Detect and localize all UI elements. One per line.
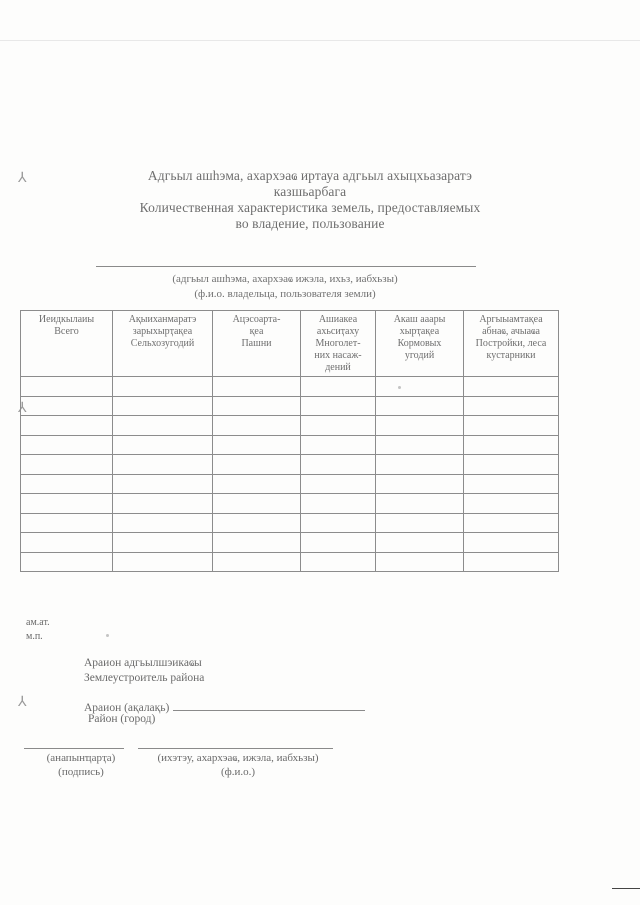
scan-speck xyxy=(106,634,109,637)
table-cell[interactable] xyxy=(113,533,213,553)
signature-caption-russian: (подпись) xyxy=(58,765,104,778)
column-header xyxy=(213,311,301,377)
district-label-abkhaz: Араион (ақалақь) xyxy=(84,702,170,714)
name-caption-russian: (ф.и.о.) xyxy=(220,765,256,778)
table-cell[interactable] xyxy=(21,513,113,533)
table-cell[interactable] xyxy=(21,494,113,514)
column-header xyxy=(464,311,559,377)
table-cell[interactable] xyxy=(376,494,464,514)
column-header xyxy=(376,311,464,377)
column-header-line: Акаш ааары xyxy=(393,314,446,325)
table-cell[interactable] xyxy=(376,474,464,494)
table-row xyxy=(21,455,559,475)
table-cell[interactable] xyxy=(376,552,464,572)
table-cell[interactable] xyxy=(376,435,464,455)
table-cell[interactable] xyxy=(21,396,113,416)
table-cell[interactable] xyxy=(301,396,376,416)
table-row xyxy=(21,474,559,494)
table-cell[interactable] xyxy=(376,513,464,533)
table-cell[interactable] xyxy=(113,416,213,436)
column-header-line: Аргыыамтақеа xyxy=(479,314,543,325)
table-row xyxy=(21,416,559,436)
title-line-russian-1: Количественная характеристика земель, предоставляемых xyxy=(139,200,481,215)
table-cell[interactable] xyxy=(213,533,301,553)
column-header xyxy=(113,311,213,377)
table-cell[interactable] xyxy=(464,416,559,436)
table-header-row xyxy=(21,311,559,377)
table-cell[interactable] xyxy=(21,474,113,494)
signature-caption xyxy=(26,752,136,779)
table-row xyxy=(21,377,559,397)
table-cell[interactable] xyxy=(213,435,301,455)
table-cell[interactable] xyxy=(464,533,559,553)
column-header-line: кустарники xyxy=(486,350,536,361)
surveyor-label-russian: Землеустроитель района xyxy=(84,672,205,684)
column-header-line: Ашиакеа xyxy=(318,314,358,325)
column-header xyxy=(21,311,113,377)
name-fill-line[interactable] xyxy=(138,748,333,749)
column-header-line: Ацэсоарта- xyxy=(232,314,281,325)
table-cell[interactable] xyxy=(376,416,464,436)
table-cell[interactable] xyxy=(464,513,559,533)
corner-scan-mark xyxy=(612,888,640,889)
table-cell[interactable] xyxy=(464,455,559,475)
table-cell[interactable] xyxy=(301,455,376,475)
stamp-label-abkhaz: ам.ат. xyxy=(26,617,50,628)
land-characteristics-table xyxy=(20,310,559,572)
name-caption xyxy=(138,752,338,779)
table-cell[interactable] xyxy=(213,474,301,494)
table-cell[interactable] xyxy=(21,533,113,553)
table-cell[interactable] xyxy=(213,377,301,397)
table-cell[interactable] xyxy=(113,377,213,397)
owner-caption-abkhaz: (адгьыл ашһэма, ахархэаҩ ижэла, ихьз, иабхьзы) xyxy=(172,273,398,285)
surveyor-block xyxy=(84,656,204,686)
hole-punch-mark-bottom: ⅄ xyxy=(18,694,27,710)
column-header-line: Ақыиханмаратэ xyxy=(128,314,197,325)
owner-caption-russian: (ф.и.о. владельца, пользователя земли) xyxy=(194,288,376,300)
table-cell[interactable] xyxy=(113,513,213,533)
table-cell[interactable] xyxy=(301,533,376,553)
hole-punch-mark-top: ⅄ xyxy=(18,170,27,186)
table-cell[interactable] xyxy=(464,396,559,416)
column-header-line: абнаҩ, ачыаҩа xyxy=(482,326,540,337)
column-header-line: Всего xyxy=(54,326,79,337)
district-fill-line[interactable] xyxy=(173,700,365,711)
table-cell[interactable] xyxy=(376,377,464,397)
column-header-line: Кормовых xyxy=(397,338,442,349)
table-cell[interactable] xyxy=(113,494,213,514)
title-line-abkhaz-2: казшьарбага xyxy=(273,184,347,199)
title-line-russian-2: во владение, пользование xyxy=(235,216,385,231)
table-cell[interactable] xyxy=(301,513,376,533)
hole-punch-mark-middle: ⅄ xyxy=(18,400,27,416)
table-cell[interactable] xyxy=(21,455,113,475)
table-cell[interactable] xyxy=(21,552,113,572)
table-cell[interactable] xyxy=(464,552,559,572)
table-body xyxy=(21,377,559,572)
stamp-place xyxy=(26,616,50,644)
table-cell[interactable] xyxy=(376,455,464,475)
table-cell[interactable] xyxy=(113,435,213,455)
column-header-line: зарыхырҭақеа xyxy=(132,326,193,337)
table-cell[interactable] xyxy=(213,494,301,514)
table-cell[interactable] xyxy=(113,396,213,416)
column-header-line: Пашни xyxy=(241,338,272,349)
table-row xyxy=(21,513,559,533)
signature-caption-abkhaz: (анапынҵарҭа) xyxy=(46,752,116,764)
table-cell[interactable] xyxy=(464,494,559,514)
table-cell[interactable] xyxy=(213,416,301,436)
column-header-line: хырҭақеа xyxy=(399,326,440,337)
column-header-line: Постройки, леса xyxy=(475,338,547,349)
table-cell[interactable] xyxy=(213,513,301,533)
signature-fill-line[interactable] xyxy=(24,748,124,749)
column-header-line: қеа xyxy=(249,326,264,337)
document-title xyxy=(40,168,580,232)
table-cell[interactable] xyxy=(113,552,213,572)
column-header-line: угодий xyxy=(404,350,435,361)
table-cell[interactable] xyxy=(301,377,376,397)
table-cell[interactable] xyxy=(301,416,376,436)
table-row xyxy=(21,396,559,416)
name-caption-abkhaz: (ихэтэу, ахархэаҩ, ижэла, иабхьзы) xyxy=(157,752,319,764)
surveyor-label-abkhaz: Араион адгьылшэикаҩы xyxy=(84,657,202,669)
table-cell[interactable] xyxy=(113,455,213,475)
table-cell[interactable] xyxy=(21,377,113,397)
table-row xyxy=(21,494,559,514)
scan-edge-line xyxy=(0,40,640,41)
district-label-russian: Район (город) xyxy=(88,713,156,725)
table-row xyxy=(21,435,559,455)
column-header-line: них насаж- xyxy=(314,350,362,361)
table-cell[interactable] xyxy=(301,435,376,455)
column-header-line: Многолет- xyxy=(315,338,361,349)
table-cell[interactable] xyxy=(213,552,301,572)
table-cell[interactable] xyxy=(21,435,113,455)
owner-caption xyxy=(110,272,460,302)
table-cell[interactable] xyxy=(213,396,301,416)
column-header-line: ахьсиҭаху xyxy=(316,326,360,337)
stamp-label-russian: м.п. xyxy=(26,631,43,642)
table-cell[interactable] xyxy=(301,494,376,514)
table-cell[interactable] xyxy=(376,533,464,553)
column-header xyxy=(301,311,376,377)
table-cell[interactable] xyxy=(464,474,559,494)
table-cell[interactable] xyxy=(21,416,113,436)
table-row xyxy=(21,552,559,572)
column-header-line: Сельхозугодий xyxy=(130,338,195,349)
table-cell[interactable] xyxy=(464,377,559,397)
column-header-line: дений xyxy=(325,362,351,373)
table-row xyxy=(21,533,559,553)
owner-name-fill-line[interactable] xyxy=(96,266,476,267)
title-line-abkhaz-1: Адгьыл ашһэма, ахархэаҩ иртауа адгьыл ахыцхьазаратэ xyxy=(147,168,473,183)
table-cell[interactable] xyxy=(464,435,559,455)
table-cell[interactable] xyxy=(301,552,376,572)
table-cell[interactable] xyxy=(376,396,464,416)
table-cell[interactable] xyxy=(301,474,376,494)
column-header-line: Иеидкылаиы xyxy=(38,314,95,325)
table-cell[interactable] xyxy=(213,455,301,475)
table-cell[interactable] xyxy=(113,474,213,494)
